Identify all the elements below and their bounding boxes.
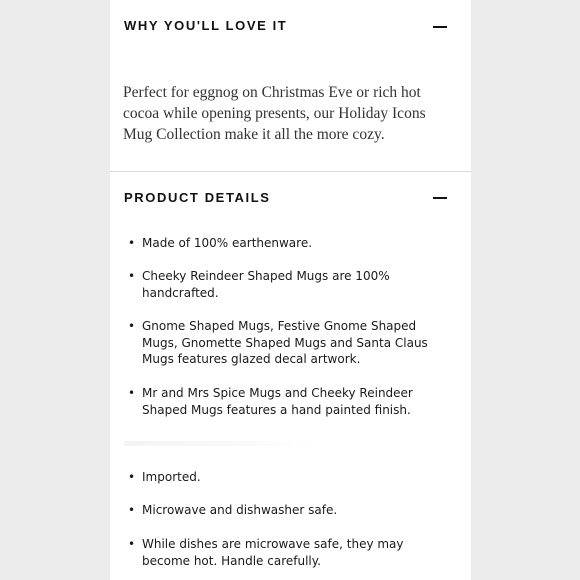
list-item-text: Mr and Mrs Spice Mugs and Cheeky Reindeer Shaped Mugs features a hand painted finish. bbox=[142, 386, 413, 417]
product-info-panel bbox=[110, 0, 471, 580]
minus-icon[interactable] bbox=[433, 197, 447, 199]
list-item-text: Gnome Shaped Mugs, Festive Gnome Shaped Mugs, Gnomette Shaped Mugs and Santa Claus Mugs features glazed decal artwork. bbox=[142, 319, 428, 366]
bullet-dot: • bbox=[128, 319, 136, 333]
section-title-product-details: PRODUCT DETAILS bbox=[124, 190, 271, 205]
bullet-dot: • bbox=[128, 386, 136, 400]
faded-text-line bbox=[124, 441, 314, 446]
why-youll-love-it-text: Perfect for eggnog on Christmas Eve or rich hot cocoa while opening presents, our Holiday Icons Mug Collection make it all the more cozy. bbox=[123, 84, 426, 143]
bullet-dot: • bbox=[128, 503, 136, 517]
bullet-dot: • bbox=[128, 470, 136, 484]
minus-icon[interactable] bbox=[433, 26, 447, 28]
list-item-text: Cheeky Reindeer Shaped Mugs are 100% handcrafted. bbox=[142, 269, 390, 300]
why-youll-love-it-header[interactable] bbox=[110, 0, 471, 50]
list-item-text: While dishes are microwave safe, they may become hot. Handle carefully. bbox=[142, 537, 404, 568]
list-item bbox=[124, 318, 454, 368]
bullet-dot: • bbox=[128, 269, 136, 283]
list-item bbox=[124, 235, 454, 252]
list-item bbox=[124, 268, 454, 301]
list-item bbox=[124, 536, 454, 569]
list-item bbox=[124, 385, 454, 418]
product-details-header[interactable] bbox=[110, 172, 471, 222]
list-item bbox=[124, 469, 454, 486]
list-item-text: Made of 100% earthenware. bbox=[142, 236, 313, 250]
list-item-text: Microwave and dishwasher safe. bbox=[142, 503, 338, 517]
list-item bbox=[124, 502, 454, 519]
list-item-text: Imported. bbox=[142, 470, 201, 484]
section-title-why-youll-love-it: WHY YOU'LL LOVE IT bbox=[124, 18, 288, 33]
bullet-dot: • bbox=[128, 537, 136, 551]
bullet-dot: • bbox=[128, 236, 136, 250]
